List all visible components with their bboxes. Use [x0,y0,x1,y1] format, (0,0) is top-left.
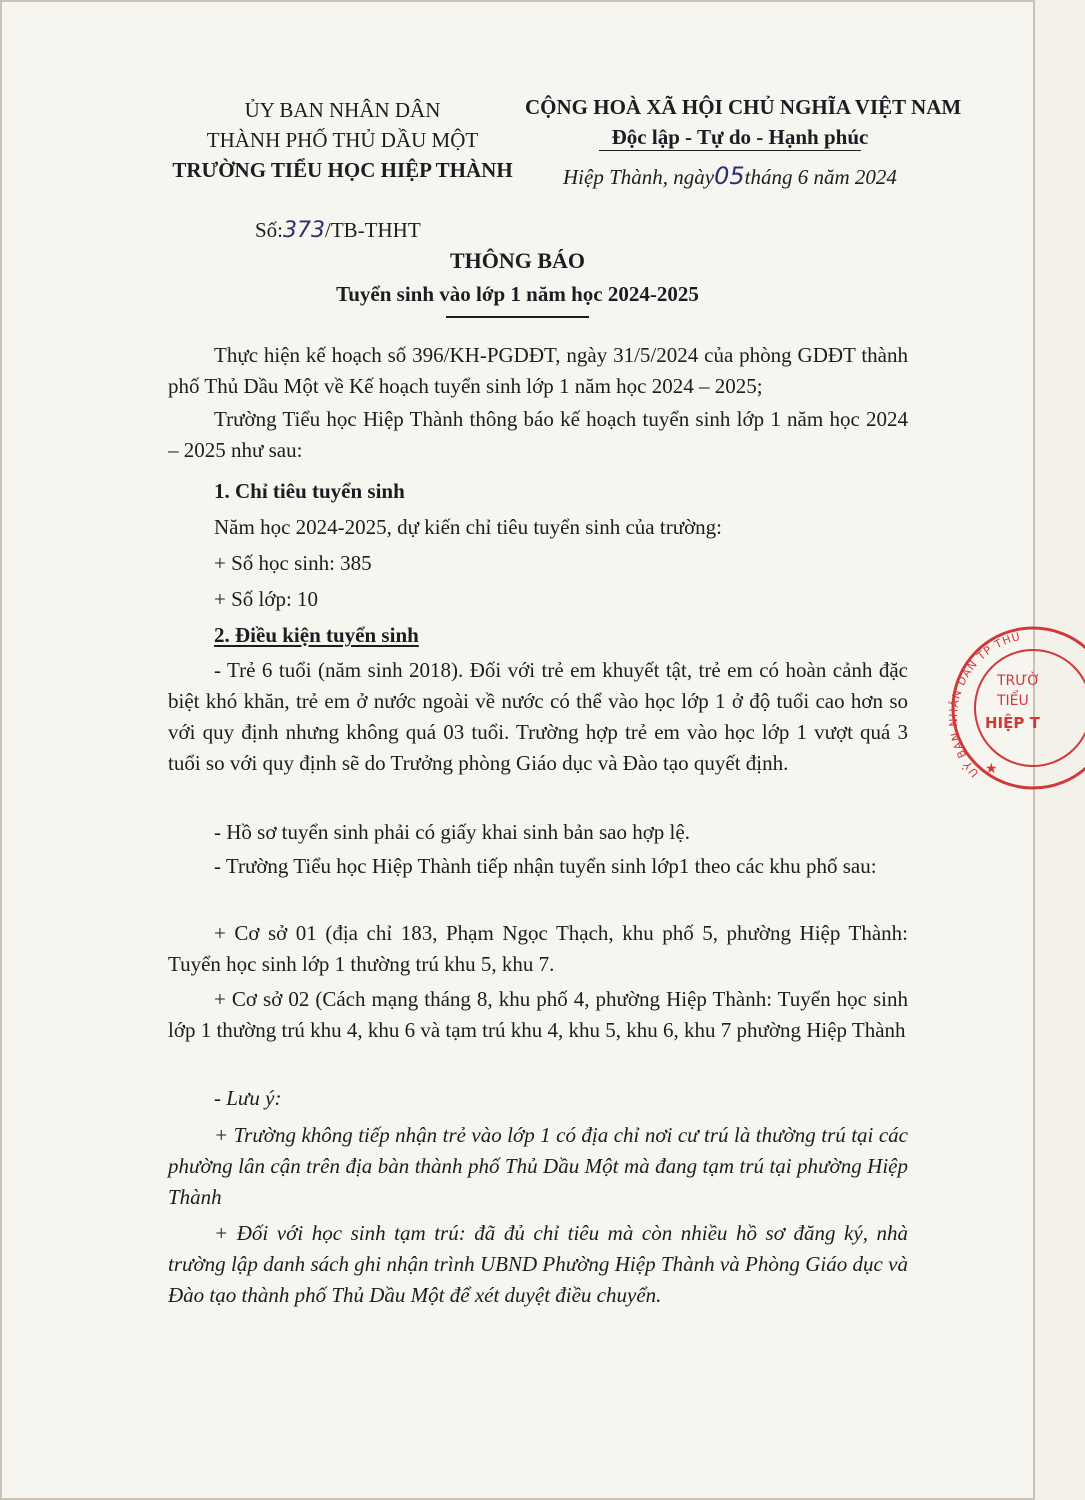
document-title: THÔNG BÁO [449,248,586,273]
note-2: + Đối với học sinh tạm trú: đã đủ chỉ tiêu mà còn nhiều hồ sơ đăng ký, nhà trường lập danh sách ghi nhận trình UBND Phường Hiệp Thành và Phòng Giáo dục và Đào tạo thành phố Thủ Dầu Một để xét duyệt điều chuyển. [168,1221,908,1307]
note-1: + Trường không tiếp nhận trẻ vào lớp 1 có địa chỉ nơi cư trú là thường trú tại các phường lân cận trên địa bàn thành phố Thủ Dầu Một mà đang tạm trú tại phường Hiệp Thành [168,1123,908,1209]
condition-age: - Trẻ 6 tuổi (năm sinh 2018). Đối với trẻ em khuyết tật, trẻ em có hoàn cảnh đặc biệt khó khăn, trẻ em ở nước ngoài về nước có thể vào học lớp 1 ở độ tuổi cao hơn so với quy định nhưng không quá 03 tuổi. Trường hợp trẻ em vào học lớp 1 vượt quá 3 tuổi so với quy định sẽ do Trưởng phòng Giáo dục và Đào tạo quyết định. [168,658,908,775]
page-edge-left [0,0,2,1500]
nation-name: CỘNG HOÀ XÃ HỘI CHỦ NGHĨA VIỆT NAM [525,95,962,119]
document-subtitle: Tuyển sinh vào lớp 1 năm học 2024-2025 [336,282,699,306]
quota-students: + Số học sinh: 385 [214,551,372,575]
seal-line-1: TRƯỜ [997,673,1041,689]
org-line-3: TRƯỜNG TIỂU HỌC HIỆP THÀNH [172,158,513,182]
paragraph-reference: Thực hiện kế hoạch số 396/KH-PGDĐT, ngày 31/5/2024 của phòng GDĐT thành phố Thủ Dầu Một về Kế hoạch tuyển sinh lớp 1 năm học 2024 – 2025; [168,343,908,398]
issuing-organization [160,95,525,185]
paragraph-announcement: Trường Tiểu học Hiệp Thành thông báo kế hoạch tuyển sinh lớp 1 năm học 2024 – 2025 như sau: [168,407,908,462]
place-suffix: tháng 6 năm 2024 [744,165,897,189]
campus-1: + Cơ sở 01 (địa chỉ 183, Phạm Ngọc Thạch, khu phố 5, phường Hiệp Thành: Tuyển học sinh lớp 1 thường trú khu 5, khu 7. [168,921,908,976]
section-2-heading [168,620,954,651]
seal-ring-text: UỶ BAN NHÂN DÂN TP THỦ [946,629,1023,780]
section-1-intro: Năm học 2024-2025, dự kiến chỉ tiêu tuyển sinh của trường: [214,515,723,539]
document-number [255,218,421,243]
handwritten-number: 373 [283,218,326,243]
number-suffix: /TB-THHT [325,218,421,242]
note-label: - Lưu ý: [214,1086,282,1110]
section-2-heading-text: 2. Điều kiện tuyển sinh [214,623,419,647]
condition-areas: - Trường Tiểu học Hiệp Thành tiếp nhận tuyển sinh lớp1 theo các khu phố sau: [214,854,877,878]
section-1-heading: 1. Chỉ tiêu tuyển sinh [214,479,405,503]
place-prefix: Hiệp Thành, ngày [563,165,715,189]
condition-documents: - Hồ sơ tuyển sinh phải có giấy khai sinh bản sao hợp lệ. [214,820,690,844]
number-prefix: Số: [255,218,284,242]
org-line-1: ỦY BAN NHÂN DÂN [244,98,441,122]
place-and-date [563,162,897,190]
seal-line-3: HIỆP T [985,714,1040,732]
seal-line-2: TIỂU [997,693,1029,709]
page-edge-top [0,0,1035,2]
motto-underline [599,150,861,151]
campus-2: + Cơ sở 02 (Cách mạng tháng 8, khu phố 4, phường Hiệp Thành: Tuyển học sinh lớp 1 thường trú khu 4, khu 6 và tạm trú khu 4, khu 5, khu 6, khu 7 phường Hiệp Thành [168,987,908,1042]
title-underline [446,316,589,318]
motto: Độc lập - Tự do - Hạnh phúc [611,125,869,149]
national-header [525,92,962,152]
quota-classes: + Số lớp: 10 [214,587,319,611]
official-seal-stamp [945,623,1085,793]
handwritten-day: 05 [714,162,745,190]
org-line-2: THÀNH PHỐ THỦ DẦU MỘT [206,128,479,152]
seal-star-icon: ★ [985,761,998,777]
